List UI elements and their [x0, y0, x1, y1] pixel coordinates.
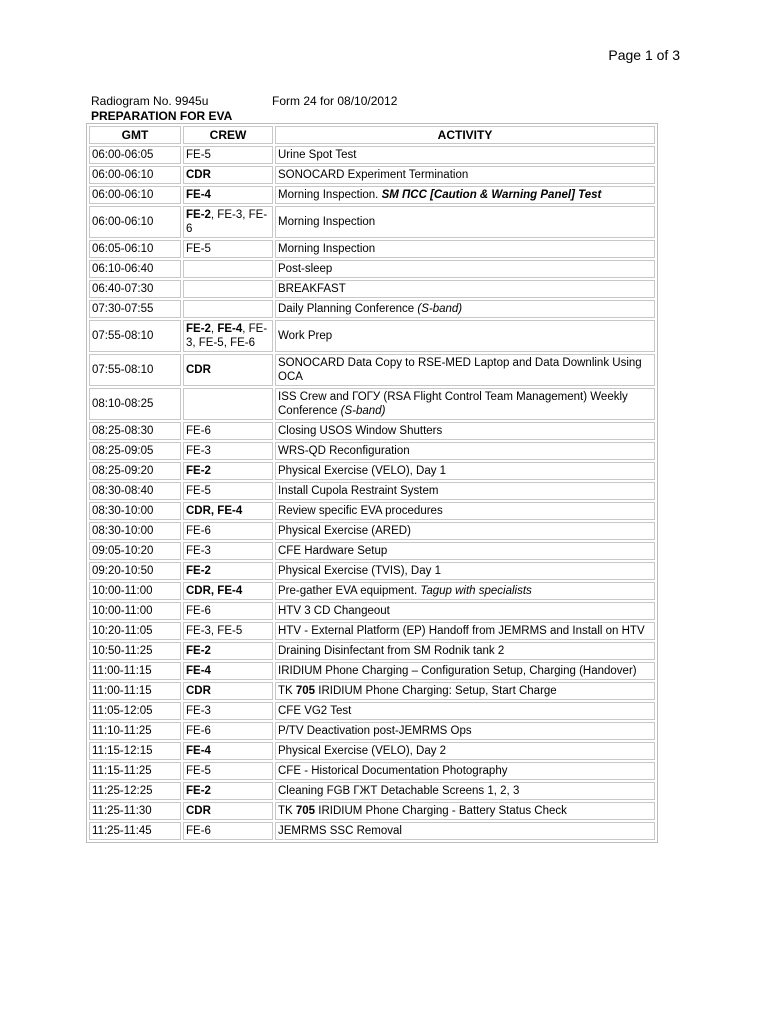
- crew-text: FE-5: [186, 243, 211, 255]
- activity-text: 705: [295, 685, 316, 697]
- crew-text: FE-2: [186, 209, 211, 221]
- activity-text: TK: [278, 685, 296, 697]
- gmt-cell: 06:00-06:05: [89, 146, 181, 164]
- gmt-cell: 11:00-11:15: [89, 662, 181, 680]
- table-row: [89, 442, 655, 460]
- table-row: [89, 206, 655, 238]
- activity-text: IRIDIUM Phone Charging – Configuration Setup, Charging (Handover): [278, 665, 637, 677]
- activity-cell: [275, 482, 655, 500]
- table-row: [89, 622, 655, 640]
- activity-text: CFE - Historical Documentation Photography: [278, 765, 508, 777]
- activity-text: SONOCARD Data Copy to RSE-MED Laptop and Data Downlink Using OCA: [278, 357, 642, 383]
- activity-text: Install Cupola Restraint System: [278, 485, 439, 497]
- activity-text: Morning Inspection.: [278, 189, 382, 201]
- activity-cell: [275, 422, 655, 440]
- crew-text: FE-3: [186, 705, 211, 717]
- table-row: [89, 240, 655, 258]
- gmt-cell: 11:05-12:05: [89, 702, 181, 720]
- activity-text: BREAKFAST: [278, 283, 346, 295]
- crew-text: FE-3, FE-5: [186, 625, 243, 637]
- crew-cell: [183, 802, 273, 820]
- gmt-cell: 08:25-09:05: [89, 442, 181, 460]
- column-header-crew: CREW: [183, 126, 273, 144]
- crew-cell: [183, 762, 273, 780]
- table-row: [89, 186, 655, 204]
- crew-cell: [183, 522, 273, 540]
- table-row: [89, 642, 655, 660]
- crew-text: FE-6: [186, 825, 211, 837]
- crew-text: , FE-3, FE-5, FE-6: [186, 323, 268, 349]
- activity-text: Work Prep: [278, 330, 333, 342]
- gmt-cell: 11:15-12:15: [89, 742, 181, 760]
- table-row: [89, 146, 655, 164]
- activity-text: Physical Exercise (TVIS), Day 1: [278, 565, 441, 577]
- table-row: [89, 482, 655, 500]
- activity-cell: [275, 782, 655, 800]
- crew-text: FE-2: [186, 465, 211, 477]
- gmt-cell: 11:25-11:30: [89, 802, 181, 820]
- activity-cell: [275, 146, 655, 164]
- table-row: [89, 742, 655, 760]
- crew-text: CDR: [186, 364, 211, 376]
- crew-cell: [183, 300, 273, 318]
- gmt-cell: 11:00-11:15: [89, 682, 181, 700]
- activity-cell: [275, 722, 655, 740]
- crew-cell: [183, 702, 273, 720]
- crew-cell: [183, 422, 273, 440]
- activity-cell: [275, 562, 655, 580]
- table-row: [89, 582, 655, 600]
- crew-cell: [183, 582, 273, 600]
- crew-text: ,: [210, 323, 218, 335]
- crew-cell: [183, 462, 273, 480]
- activity-cell: [275, 186, 655, 204]
- crew-cell: [183, 240, 273, 258]
- activity-cell: [275, 280, 655, 298]
- gmt-cell: 08:30-08:40: [89, 482, 181, 500]
- activity-cell: [275, 802, 655, 820]
- crew-text: CDR, FE-4: [186, 505, 243, 517]
- crew-text: FE-6: [186, 425, 211, 437]
- table-row: [89, 522, 655, 540]
- gmt-cell: 08:25-08:30: [89, 422, 181, 440]
- crew-cell: [183, 482, 273, 500]
- table-row: [89, 320, 655, 352]
- crew-text: FE-4: [186, 665, 211, 677]
- gmt-cell: 08:30-10:00: [89, 502, 181, 520]
- gmt-cell: 06:00-06:10: [89, 166, 181, 184]
- gmt-cell: 09:05-10:20: [89, 542, 181, 560]
- crew-text: FE-5: [186, 149, 211, 161]
- table-row: [89, 542, 655, 560]
- table-row: [89, 354, 655, 386]
- crew-cell: [183, 502, 273, 520]
- activity-text: 705: [295, 805, 316, 817]
- gmt-cell: 10:00-11:00: [89, 582, 181, 600]
- activity-cell: [275, 702, 655, 720]
- table-row: [89, 782, 655, 800]
- table-row: [89, 722, 655, 740]
- activity-text: JEMRMS SSC Removal: [278, 825, 402, 837]
- crew-text: FE-6: [186, 525, 211, 537]
- activity-cell: [275, 354, 655, 386]
- schedule-table: [86, 123, 658, 843]
- activity-text: HTV - External Platform (EP) Handoff from JEMRMS and Install on HTV: [278, 625, 645, 637]
- gmt-cell: 11:15-11:25: [89, 762, 181, 780]
- table-row: [89, 166, 655, 184]
- table-row: [89, 502, 655, 520]
- crew-text: FE-4: [186, 745, 211, 757]
- crew-cell: [183, 642, 273, 660]
- activity-cell: [275, 582, 655, 600]
- activity-text: P/TV Deactivation post-JEMRMS Ops: [278, 725, 472, 737]
- activity-text: CFE Hardware Setup: [278, 545, 388, 557]
- activity-cell: [275, 166, 655, 184]
- activity-text: (S-band): [340, 405, 386, 417]
- crew-cell: [183, 722, 273, 740]
- crew-cell: [183, 260, 273, 278]
- activity-text: Pre-gather EVA equipment.: [278, 585, 421, 597]
- activity-text: ISS Crew and ГОГУ (RSA Flight Control Team Management) Weekly Conference: [278, 391, 628, 417]
- crew-cell: [183, 542, 273, 560]
- activity-text: TK: [278, 805, 296, 817]
- activity-cell: [275, 206, 655, 238]
- table-header-row: [89, 126, 655, 144]
- activity-cell: [275, 602, 655, 620]
- activity-text: Post-sleep: [278, 263, 333, 275]
- table-row: [89, 260, 655, 278]
- crew-cell: [183, 822, 273, 840]
- crew-text: FE-3: [186, 545, 211, 557]
- activity-cell: [275, 642, 655, 660]
- gmt-cell: 11:10-11:25: [89, 722, 181, 740]
- gmt-cell: 09:20-10:50: [89, 562, 181, 580]
- gmt-cell: 10:50-11:25: [89, 642, 181, 660]
- table-row: [89, 802, 655, 820]
- activity-cell: [275, 260, 655, 278]
- document-meta: [91, 94, 397, 108]
- table-row: [89, 822, 655, 840]
- activity-text: Tagup with specialists: [420, 585, 532, 597]
- activity-text: Cleaning FGB ГЖТ Detachable Screens 1, 2, 3: [278, 785, 520, 797]
- gmt-cell: 06:10-06:40: [89, 260, 181, 278]
- activity-text: Daily Planning Conference: [278, 303, 418, 315]
- table-row: [89, 702, 655, 720]
- activity-text: (S-band): [417, 303, 463, 315]
- activity-text: Morning Inspection: [278, 216, 376, 228]
- table-row: [89, 300, 655, 318]
- schedule-rows: [89, 146, 655, 840]
- form-date: Form 24 for 08/10/2012: [272, 94, 398, 108]
- crew-cell: [183, 206, 273, 238]
- activity-text: Urine Spot Test: [278, 149, 357, 161]
- gmt-cell: 10:20-11:05: [89, 622, 181, 640]
- activity-text: Morning Inspection: [278, 243, 376, 255]
- activity-cell: [275, 502, 655, 520]
- crew-cell: [183, 662, 273, 680]
- crew-cell: [183, 622, 273, 640]
- table-row: [89, 422, 655, 440]
- crew-cell: [183, 388, 273, 420]
- gmt-cell: 06:40-07:30: [89, 280, 181, 298]
- crew-text: CDR: [186, 169, 211, 181]
- crew-text: FE-2: [186, 565, 211, 577]
- activity-text: Closing USOS Window Shutters: [278, 425, 443, 437]
- table-row: [89, 388, 655, 420]
- crew-text: FE-2: [186, 645, 211, 657]
- gmt-cell: 07:55-08:10: [89, 320, 181, 352]
- gmt-cell: 11:25-12:25: [89, 782, 181, 800]
- gmt-cell: 08:25-09:20: [89, 462, 181, 480]
- gmt-cell: 08:30-10:00: [89, 522, 181, 540]
- crew-text: FE-4: [186, 189, 211, 201]
- activity-text: Review specific EVA procedures: [278, 505, 443, 517]
- activity-text: Draining Disinfectant from SM Rodnik tank 2: [278, 645, 505, 657]
- crew-text: FE-5: [186, 765, 211, 777]
- activity-text: Physical Exercise (ARED): [278, 525, 411, 537]
- crew-cell: [183, 166, 273, 184]
- activity-text: SM ПСС [Caution & Warning Panel] Test: [381, 189, 602, 201]
- activity-cell: [275, 822, 655, 840]
- activity-cell: [275, 442, 655, 460]
- activity-cell: [275, 240, 655, 258]
- gmt-cell: 11:25-11:45: [89, 822, 181, 840]
- crew-cell: [183, 146, 273, 164]
- table-row: [89, 562, 655, 580]
- gmt-cell: 08:10-08:25: [89, 388, 181, 420]
- activity-cell: [275, 300, 655, 318]
- gmt-cell: 06:05-06:10: [89, 240, 181, 258]
- table-row: [89, 462, 655, 480]
- crew-text: FE-4: [217, 323, 243, 335]
- crew-text: FE-2: [186, 323, 211, 335]
- crew-cell: [183, 742, 273, 760]
- radiogram-number: Radiogram No. 9945u: [91, 94, 209, 108]
- activity-text: [382, 189, 602, 201]
- crew-text: FE-3: [186, 445, 211, 457]
- crew-text: CDR: [186, 805, 211, 817]
- gmt-cell: 07:55-08:10: [89, 354, 181, 386]
- activity-cell: [275, 388, 655, 420]
- activity-cell: [275, 462, 655, 480]
- activity-cell: [275, 320, 655, 352]
- crew-cell: [183, 782, 273, 800]
- crew-cell: [183, 562, 273, 580]
- table-row: [89, 762, 655, 780]
- activity-cell: [275, 522, 655, 540]
- crew-cell: [183, 354, 273, 386]
- section-title: PREPARATION FOR EVA: [91, 109, 233, 123]
- crew-text: , FE-3, FE-6: [186, 209, 268, 235]
- activity-cell: [275, 622, 655, 640]
- crew-cell: [183, 280, 273, 298]
- crew-cell: [183, 186, 273, 204]
- table-row: [89, 280, 655, 298]
- gmt-cell: 06:00-06:10: [89, 206, 181, 238]
- activity-text: WRS-QD Reconfiguration: [278, 445, 410, 457]
- column-header-gmt: GMT: [89, 126, 181, 144]
- table-row: [89, 602, 655, 620]
- crew-cell: [183, 442, 273, 460]
- gmt-cell: 10:00-11:00: [89, 602, 181, 620]
- crew-text: FE-6: [186, 605, 211, 617]
- activity-text: Physical Exercise (VELO), Day 2: [278, 745, 447, 757]
- activity-cell: [275, 762, 655, 780]
- crew-text: CDR, FE-4: [186, 585, 243, 597]
- activity-text: CFE VG2 Test: [278, 705, 352, 717]
- crew-text: CDR: [186, 685, 211, 697]
- crew-cell: [183, 320, 273, 352]
- crew-text: FE-6: [186, 725, 211, 737]
- activity-text: Physical Exercise (VELO), Day 1: [278, 465, 447, 477]
- activity-cell: [275, 542, 655, 560]
- crew-cell: [183, 602, 273, 620]
- activity-text: SONOCARD Experiment Termination: [278, 169, 469, 181]
- activity-cell: [275, 662, 655, 680]
- gmt-cell: 06:00-06:10: [89, 186, 181, 204]
- activity-text: IRIDIUM Phone Charging - Battery Status Check: [315, 805, 567, 817]
- activity-text: IRIDIUM Phone Charging: Setup, Start Charge: [315, 685, 557, 697]
- crew-text: FE-2: [186, 785, 211, 797]
- table-row: [89, 682, 655, 700]
- crew-text: FE-5: [186, 485, 211, 497]
- activity-cell: [275, 742, 655, 760]
- activity-text: HTV 3 CD Changeout: [278, 605, 390, 617]
- crew-cell: [183, 682, 273, 700]
- gmt-cell: 07:30-07:55: [89, 300, 181, 318]
- column-header-activity: ACTIVITY: [275, 126, 655, 144]
- table-row: [89, 662, 655, 680]
- activity-cell: [275, 682, 655, 700]
- page-number: Page 1 of 3: [608, 47, 680, 63]
